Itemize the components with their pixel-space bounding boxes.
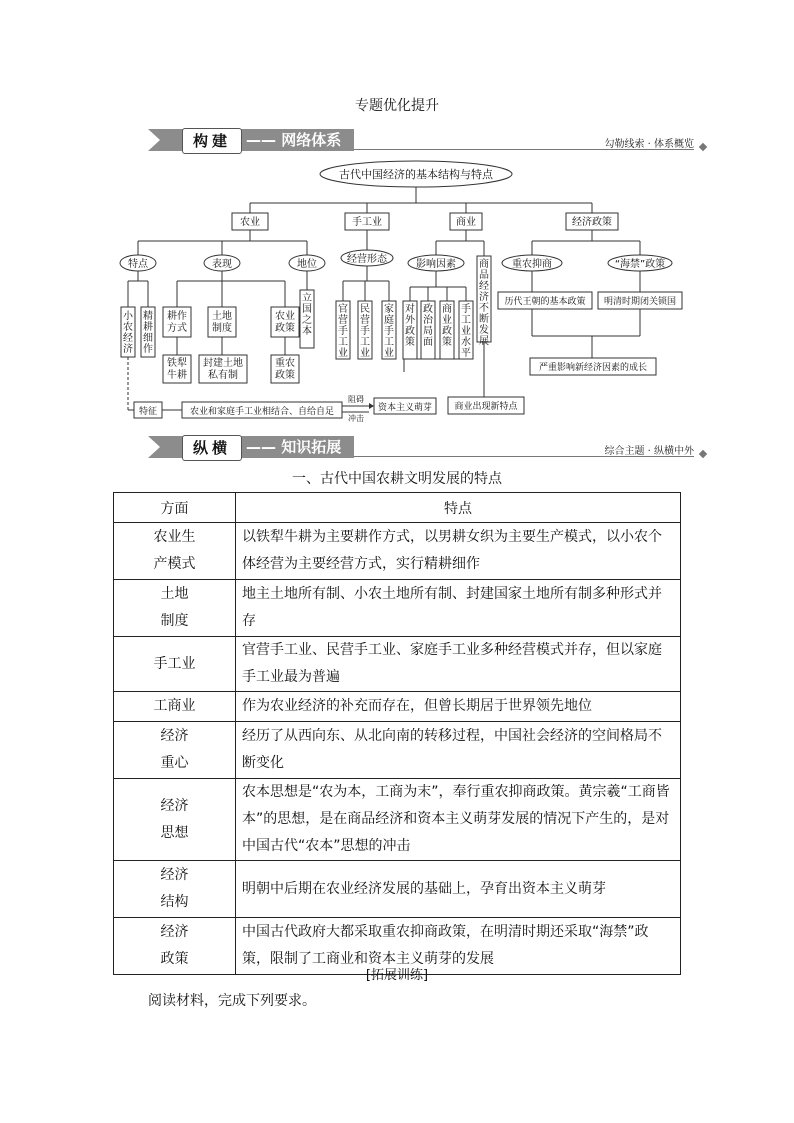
vtext-family-craft: 家庭手工业 — [384, 304, 394, 359]
table-header: 方面 — [114, 493, 236, 523]
aspect-cell — [114, 692, 236, 722]
vtext-craft-level: 手工业水平 — [461, 304, 471, 359]
feature-cell: 农本思想是“农为本，工商为末”，奉行重农抑商政策。黄宗羲“工商皆本”的思想，是在商品经济和资本主义萌芽发展的情况下产生的，是对中国古代“农本”思想的冲击 — [236, 779, 681, 861]
table-row — [114, 580, 681, 637]
box-farming-method: 耕作方式 — [167, 311, 187, 334]
section-banner-expansion — [148, 434, 708, 462]
branch-agriculture: 农业 — [240, 217, 260, 228]
box-agri-policy: 农业政策 — [275, 311, 295, 334]
aspect-line: 手工业 — [153, 655, 196, 672]
banner-subtitle: —— 知识拓展 — [246, 438, 342, 456]
mindmap-root: 古代中国经济的基本结构与特点 — [339, 168, 493, 181]
feature-cell: 经历了从西向东、从北向南的转移过程，中国社会经济的空间格局不断变化 — [236, 722, 681, 779]
aspect-line: 经济 — [160, 924, 189, 940]
node-expressions: 表现 — [212, 259, 232, 270]
aspect-cell — [114, 722, 236, 779]
table-row — [114, 637, 681, 692]
branch-policy: 经济政策 — [572, 217, 612, 228]
node-agri-over-commerce: 重农抑商 — [512, 259, 552, 270]
mind-map — [0, 150, 794, 425]
aspect-line: 农业生 — [153, 529, 196, 545]
banner-right-text: 综合主题 · 纵横中外 — [604, 446, 694, 457]
aspect-line: 政策 — [160, 951, 189, 967]
vtext-intensive-farming: 精耕细作 — [143, 311, 153, 355]
vtext-private-craft: 民营手工业 — [360, 304, 370, 359]
aspect-line: 结构 — [160, 894, 189, 910]
table-row — [114, 779, 681, 861]
intro-text: 阅读材料，完成下列要求。 — [148, 993, 316, 1009]
node-operation-forms: 经营形态 — [347, 254, 387, 265]
aspect-line: 土地 — [160, 586, 189, 602]
aspect-cell — [114, 637, 236, 692]
banner-subtitle: —— 网络体系 — [246, 131, 342, 149]
training-label: [拓展训练] — [365, 968, 429, 983]
box-self-sufficient: 农业和家庭手工业相结合、自给自足 — [189, 407, 335, 417]
aspect-line: 产模式 — [153, 556, 196, 572]
node-factors: 影响因素 — [416, 259, 456, 270]
diamond-icon — [699, 450, 707, 458]
aspect-line: 经济 — [160, 728, 189, 744]
box-closed-door: 明清时期闭关锁国 — [603, 297, 677, 307]
aspect-cell — [114, 861, 236, 918]
node-status: 地位 — [297, 259, 317, 270]
table-row — [114, 722, 681, 779]
vtext-foreign-policy: 对外政策 — [405, 304, 415, 348]
aspect-line: 重心 — [160, 755, 189, 771]
vtext-small-peasant: 小农经济 — [123, 311, 133, 355]
box-agri-first: 重农政策 — [275, 358, 295, 381]
banner-key: 纵横 — [182, 435, 242, 461]
node-sea-ban: “海禁”政策 — [614, 259, 666, 270]
node-features: 特点 — [128, 259, 148, 270]
label-hinder: 阻碍 — [348, 395, 364, 404]
aspect-line: 经济 — [160, 867, 189, 883]
section-title: 一、古代中国农耕文明发展的特点 — [292, 471, 502, 487]
box-private-land: 封建土地私有制 — [203, 358, 243, 381]
vtext-political: 政治局面 — [423, 304, 433, 348]
box-impact: 严重影响新经济因素的成长 — [538, 363, 648, 373]
aspect-line: 思想 — [160, 824, 189, 841]
vtext-official-craft: 官营手工业 — [338, 304, 348, 359]
branch-handicraft: 手工业 — [352, 217, 382, 228]
label-feature: 特征 — [138, 407, 158, 417]
branch-commerce: 商业 — [456, 217, 476, 228]
aspect-line: 工商业 — [153, 698, 196, 714]
aspect-cell — [114, 580, 236, 637]
label-impact: 冲击 — [348, 414, 364, 423]
box-capitalism-sprout: 资本主义萌芽 — [377, 403, 433, 413]
feature-cell: 作为农业经济的补充而存在，但曾长期居于世界领先地位 — [236, 692, 681, 722]
vtext-foundation: 立国之本 — [302, 293, 312, 337]
box-land-system: 土地制度 — [212, 311, 232, 334]
aspect-cell — [114, 779, 236, 861]
box-new-features: 商业出现新特点 — [454, 402, 518, 412]
table-header-row — [114, 493, 681, 523]
box-basic-policy: 历代王朝的基本政策 — [504, 297, 586, 307]
features-table — [113, 492, 681, 975]
aspect-line: 经济 — [160, 797, 189, 814]
feature-cell: 明朝中后期在农业经济发展的基础上，孕育出资本主义萌芽 — [236, 861, 681, 918]
feature-cell: 官营手工业、民营手工业、家庭手工业多种经营模式并存，但以家庭手工业最为普遍 — [236, 637, 681, 692]
aspect-cell — [114, 523, 236, 580]
page-title: 专题优化提升 — [355, 98, 439, 114]
table-row — [114, 692, 681, 722]
vtext-commerce-policy: 商业政策 — [442, 304, 452, 348]
feature-cell: 中国古代政府大都采取重农抑商政策，在明清时期还采取“海禁”政策，限制了工商业和资本主义萌芽的发展 — [236, 918, 681, 975]
banner-right-text: 勾勒线索 · 体系概览 — [604, 139, 694, 150]
aspect-line: 制度 — [160, 613, 189, 629]
box-iron-plow: 铁犁牛耕 — [167, 358, 187, 381]
feature-cell: 以铁犁牛耕为主要耕作方式，以男耕女织为主要生产模式，以小农个体经营为主要经营方式，实行精耕细作 — [236, 523, 681, 580]
table-header: 特点 — [236, 493, 681, 523]
vtext-commodity-economy: 商品经济不断发展 — [479, 259, 489, 347]
table-row — [114, 861, 681, 918]
table-row — [114, 523, 681, 580]
banner-key: 构建 — [182, 128, 242, 154]
feature-cell: 地主土地所有制、小农土地所有制、封建国家土地所有制多种形式并存 — [236, 580, 681, 637]
